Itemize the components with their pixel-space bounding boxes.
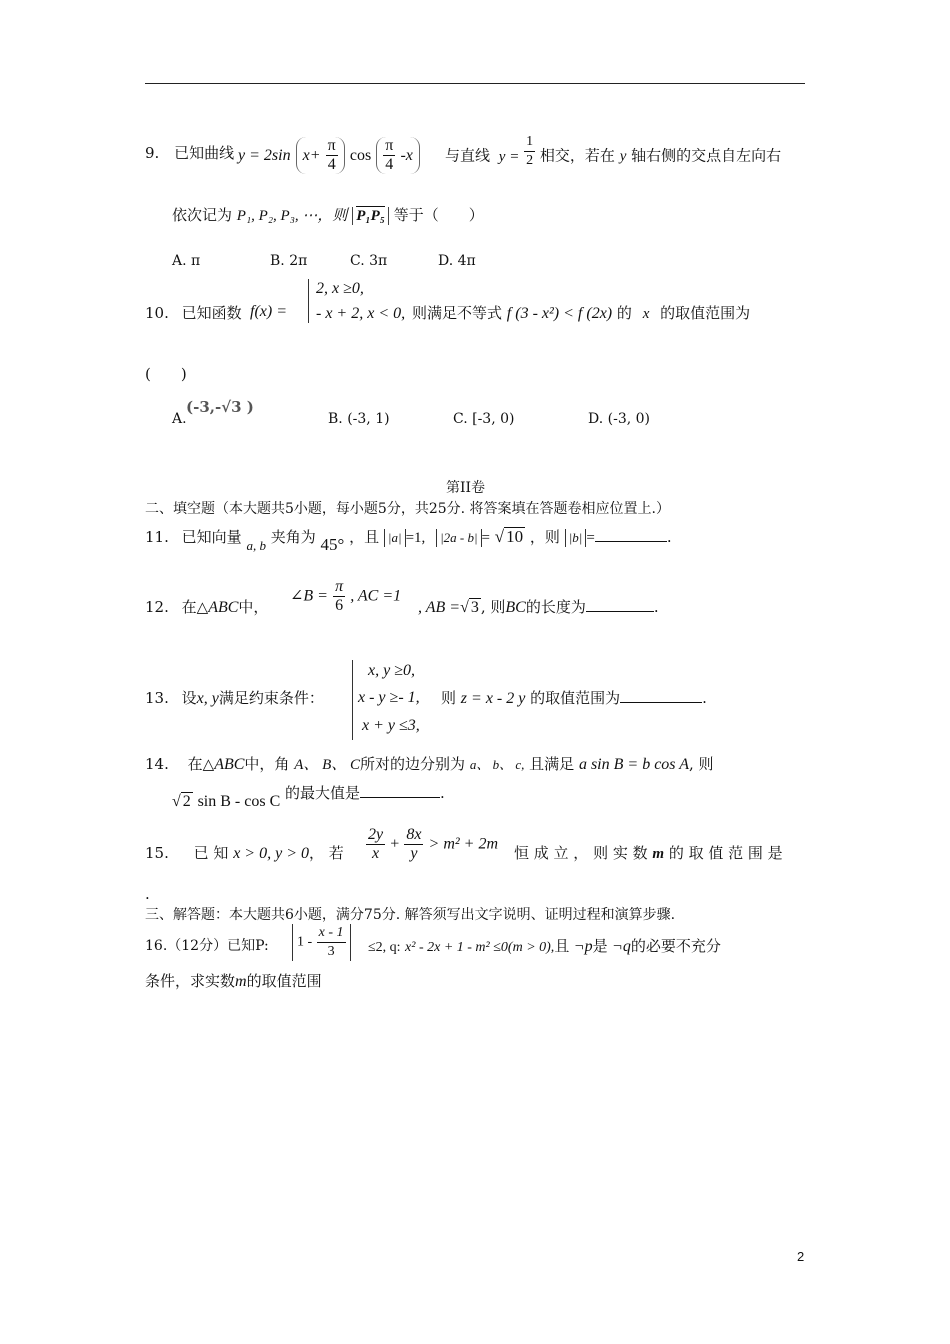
q14-prefix: 在△ bbox=[187, 755, 215, 773]
q9-line2-tail: 等于（ ） bbox=[393, 206, 484, 224]
q11-then: ，则 bbox=[529, 528, 560, 546]
q9-vector-abs bbox=[352, 207, 389, 225]
q14-sides: a、 b、 c, bbox=[469, 757, 525, 772]
q16-le2: ≤2, q: bbox=[368, 940, 401, 955]
q13-line bbox=[145, 688, 324, 709]
q16-not-p: ¬p bbox=[573, 938, 593, 955]
q11-abs-a: |a| bbox=[384, 529, 406, 547]
q14-angles: A、 B、 C bbox=[294, 757, 361, 773]
q9-cos: cos bbox=[349, 147, 372, 164]
q13-constraint2: x - y ≥- 1, bbox=[358, 689, 420, 706]
q11-abs-2a-b: |2a - b| bbox=[436, 529, 481, 547]
q16-line2b: 的取值范围 bbox=[246, 972, 322, 990]
q9-two: 2 bbox=[526, 153, 534, 168]
q10-option-b: B. (-3, 1) bbox=[328, 411, 390, 427]
q14-answer-blank[interactable] bbox=[360, 797, 440, 798]
q15-prefix: 已 知 bbox=[193, 844, 229, 862]
q10-option-c: C. [-3, 0) bbox=[453, 411, 515, 427]
q12-abc: ABC bbox=[208, 599, 239, 616]
q10-line1-right bbox=[412, 303, 750, 324]
q14-equation: a sin B = b cos A bbox=[578, 756, 690, 773]
section3-header: 三、解答题：本大题共6小题，满分75分. 解答须写出文字说明、证明过程和演算步骤. bbox=[145, 907, 676, 923]
q14-mid3: 且满足 bbox=[529, 755, 575, 773]
q9-number: 9. bbox=[145, 144, 160, 162]
q16-one-minus: 1 - bbox=[297, 934, 313, 950]
q14-number: 14. bbox=[145, 755, 169, 773]
q11-prefix: 已知向量 bbox=[181, 528, 242, 546]
q11-sqrt10: 10 bbox=[506, 527, 524, 546]
q9-option-d: D. 4π bbox=[438, 253, 476, 269]
q12-end: . bbox=[653, 598, 659, 616]
q9-option-a: A. π bbox=[172, 253, 201, 269]
q11-eq: = bbox=[481, 530, 491, 546]
q9-mid-text: 与直线 bbox=[445, 146, 491, 165]
q9-points: P₁, P₂, P₃, ⋯，则 bbox=[236, 208, 348, 224]
q13-cond: 满足约束条件： bbox=[218, 689, 324, 707]
q16-abs-expr bbox=[292, 924, 351, 961]
q9-four-a: 4 bbox=[327, 156, 336, 173]
q15-line bbox=[145, 843, 344, 864]
q16-line1 bbox=[145, 936, 269, 956]
q9-tail-text: 轴右侧的交点自左向右 bbox=[631, 146, 782, 165]
q12-then: , 则 bbox=[480, 598, 506, 616]
q9-line1-right bbox=[445, 134, 782, 170]
q11-eq1: =1, bbox=[405, 530, 426, 546]
q16-tail: 的必要不充分 bbox=[630, 937, 721, 955]
q12-tail: 的长度为 bbox=[525, 598, 586, 616]
q11-answer-blank[interactable] bbox=[595, 541, 667, 542]
q12-angle-b: ∠B = bbox=[290, 587, 328, 605]
q13-end: . bbox=[702, 689, 707, 707]
q13-xy: x, y bbox=[196, 690, 219, 707]
q9-minus-x: -x bbox=[400, 147, 413, 164]
q9-curve bbox=[238, 137, 420, 174]
q9-option-c: C. 3π bbox=[350, 253, 388, 269]
q15-frac1 bbox=[366, 826, 385, 863]
q9-after-text: 相交，若在 bbox=[539, 146, 615, 165]
q9-pi-over-4-b bbox=[383, 137, 395, 174]
header-rule bbox=[145, 83, 805, 84]
q15-tail2: 的 取 值 范 围 是 bbox=[668, 844, 783, 862]
q15-num1: 2y bbox=[368, 826, 384, 843]
q15-gt: > m² + 2m bbox=[428, 835, 499, 853]
q13-z: z = x - 2 y bbox=[460, 690, 526, 707]
q16-line2 bbox=[145, 971, 322, 992]
q15-num2: 8x bbox=[406, 826, 422, 843]
q16-mid: 且 bbox=[554, 937, 570, 955]
q15-mid: ， 若 bbox=[309, 844, 344, 862]
q15-math bbox=[366, 826, 498, 863]
q16-abs bbox=[292, 924, 351, 961]
q16-x-minus-1: x - 1 bbox=[317, 924, 346, 943]
q15-tail: 恒 成 立 ， 则 实 数 bbox=[514, 844, 648, 862]
q9-paren2 bbox=[376, 137, 420, 174]
q12-prefix: 在△ bbox=[181, 598, 209, 616]
q9-paren1 bbox=[296, 137, 345, 174]
q12-pi-over-6 bbox=[333, 578, 345, 615]
q12-math bbox=[290, 578, 401, 615]
q16-score: （12分）已知P: bbox=[167, 938, 269, 954]
q10-tail-text: 的取值范围为 bbox=[660, 304, 751, 322]
q15-frac2 bbox=[404, 826, 423, 863]
q16-m: m bbox=[235, 973, 247, 990]
q16-frac bbox=[317, 924, 346, 961]
q11-line: 11. 已知向量 a, b 夹角为 45° ，且 |a| =1, |2a - b| = √ 10 ，则 |b| = . bbox=[145, 527, 672, 554]
q11-number: 11. bbox=[145, 528, 169, 546]
q12-ab: , AB = bbox=[418, 599, 461, 616]
q14-line2: √ 2 sin B - cos C 的最大值是 . bbox=[172, 784, 445, 810]
q11-end: . bbox=[666, 528, 672, 546]
q15-condition: x > 0, y > 0 bbox=[233, 845, 309, 862]
q14-expression: sin B - cos C bbox=[197, 793, 281, 810]
q9-x-plus: x+ bbox=[302, 147, 321, 164]
q10-x-var: x bbox=[642, 306, 650, 322]
q9-pi-a: π bbox=[327, 137, 336, 154]
q9-prefix: 已知曲线 bbox=[174, 144, 235, 162]
q13-tail: 的取值范围为 bbox=[530, 689, 621, 707]
q10-option-a-value: (-3,-√3 ) bbox=[186, 398, 254, 416]
q10-option-d: D. (-3, 0) bbox=[588, 411, 650, 427]
q15-m: m bbox=[652, 846, 665, 862]
q14-tail: 的最大值是 bbox=[285, 784, 361, 802]
q15-line-right bbox=[514, 843, 783, 864]
q12-sqrt3: 3 bbox=[470, 599, 479, 616]
q14-then: , 则 bbox=[689, 755, 714, 773]
q12-line-right: , AB =√ 3 , 则BC的长度为 . bbox=[418, 598, 659, 616]
q13-prefix: 设 bbox=[181, 689, 197, 707]
section2-title: 第II卷 bbox=[446, 480, 486, 496]
q12-mid: 中， bbox=[238, 598, 269, 616]
q9-line2 bbox=[172, 205, 484, 226]
q13-line-right bbox=[441, 688, 707, 709]
q15-den1: x bbox=[372, 845, 380, 862]
q12-line bbox=[145, 597, 268, 618]
q11-abs-b: |b| bbox=[565, 529, 587, 547]
q9-one: 1 bbox=[524, 133, 535, 152]
q16-is: 是 bbox=[592, 937, 608, 955]
section2-header: 二、填空题（本大题共5小题，每小题5分，共25分. 将答案填在答题卷相应位置上.） bbox=[145, 501, 670, 517]
q12-bc: BC bbox=[505, 599, 526, 616]
q12-ac: , AC =1 bbox=[350, 587, 402, 605]
q16-number: 16. bbox=[145, 938, 168, 954]
q14-mid2: 所对的边分别为 bbox=[360, 755, 466, 773]
q14-end: . bbox=[440, 784, 445, 802]
q13-then: 则 bbox=[441, 689, 457, 707]
q10-case1: 2, x ≥0, bbox=[316, 280, 364, 297]
q13-brace bbox=[352, 660, 353, 740]
q14-mid: 中，角 bbox=[244, 755, 290, 773]
q13-constraint3: x + y ≤3, bbox=[362, 717, 420, 734]
q11-eq-blank: = bbox=[586, 530, 595, 546]
q10-option-a-label: A. bbox=[172, 411, 187, 427]
q15-number: 15. bbox=[145, 844, 169, 862]
q10-mid-text: 则满足不等式 bbox=[412, 304, 503, 322]
q16-line2a: 条件，求实数 bbox=[145, 972, 236, 990]
q9-option-b: B. 2π bbox=[270, 253, 308, 269]
q9-line-lhs: y = bbox=[498, 148, 520, 165]
q9-pi-over-4-a bbox=[326, 137, 338, 174]
q12-answer-blank[interactable] bbox=[586, 611, 654, 612]
page-number: 2 bbox=[797, 1249, 805, 1264]
q10-number: 10. bbox=[145, 304, 169, 322]
q11-ab: a, b bbox=[246, 538, 266, 553]
q16-not-q: ¬q bbox=[612, 938, 631, 955]
q9-one-half bbox=[524, 133, 535, 170]
q15-plus: + bbox=[390, 835, 400, 853]
q10-answer-paren: ( ) bbox=[145, 365, 187, 383]
q10-de: 的 bbox=[616, 304, 632, 322]
q9-curve-lhs: y = 2sin bbox=[238, 147, 291, 164]
q9-line2-prefix: 依次记为 bbox=[172, 206, 233, 224]
q12-pi: π bbox=[335, 578, 344, 595]
q12-number: 12. bbox=[145, 598, 169, 616]
q14-line1 bbox=[145, 754, 714, 775]
q16-line1-right bbox=[368, 936, 721, 958]
q16-three: 3 bbox=[327, 944, 335, 959]
q10-line1 bbox=[145, 303, 242, 323]
q13-number: 13. bbox=[145, 689, 169, 707]
q11-angle-text: 夹角为 bbox=[270, 528, 316, 546]
q9-vector: P₁P₅ bbox=[356, 208, 386, 224]
q13-constraint1: x, y ≥0, bbox=[368, 662, 415, 679]
q10-inequality: f (3 - x²) < f (2x) bbox=[506, 305, 613, 322]
q9-line1 bbox=[145, 143, 234, 163]
q10-brace bbox=[308, 279, 309, 323]
q10-case2: - x + 2, x < 0, bbox=[316, 305, 406, 322]
q11-and: ，且 bbox=[349, 528, 380, 546]
q15-dot: . bbox=[145, 885, 150, 903]
q9-y-var: y bbox=[619, 148, 627, 165]
q10-prefix: 已知函数 bbox=[181, 304, 242, 322]
q10-fx: f(x) = bbox=[250, 303, 287, 320]
q14-sqrt2: 2 bbox=[182, 793, 191, 810]
q13-answer-blank[interactable] bbox=[620, 702, 702, 703]
q9-pi-b: π bbox=[385, 137, 394, 154]
q15-den2: y bbox=[410, 845, 418, 862]
q14-abc: ABC bbox=[214, 756, 245, 773]
q16-q-expr: x² - 2x + 1 - m² ≤0(m > 0), bbox=[405, 940, 555, 955]
q12-six: 6 bbox=[335, 597, 344, 614]
q11-degree: 45° bbox=[320, 535, 345, 554]
q9-four-b: 4 bbox=[385, 156, 394, 173]
